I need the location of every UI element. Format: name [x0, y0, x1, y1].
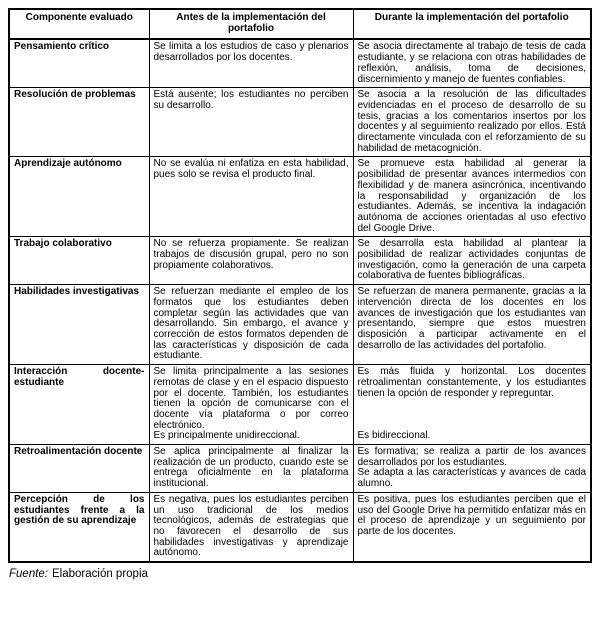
before-cell [149, 157, 353, 237]
cell-paragraph: Se aplica principalmente al finalizar la realización de un producto, cuando este se entrega oficialmente en la plataforma institucional. [153, 446, 349, 490]
cell-paragraph: Es negativa, pues los estudiantes perciben un uso tradicional de los medios tecnológicos, además de estrategias que no favorecen el desarrollo de sus habilidades investigativas y aprendizaje autónomo. [153, 493, 349, 559]
table-row [9, 39, 591, 87]
table-row [9, 365, 591, 445]
during-cell [353, 39, 591, 87]
cell-paragraph: Está ausente; los estudiantes no perciben su desarrollo. [153, 89, 349, 111]
before-cell [149, 365, 353, 445]
component-cell: Aprendizaje autónomo [9, 157, 149, 237]
component-cell: Retroalimentación docente [9, 445, 149, 493]
table-row [9, 492, 591, 562]
column-header: Componente evaluado [9, 9, 149, 39]
before-cell [149, 237, 353, 285]
cell-paragraph [358, 410, 587, 421]
table-row [9, 88, 591, 157]
comparison-table [8, 8, 592, 563]
table-row [9, 157, 591, 237]
source-text: Elaboración propia [52, 568, 148, 581]
table-row [9, 237, 591, 285]
cell-paragraph: No se refuerza propiamente. Se realizan trabajos de discusión grupal, pero no son propiamente colaborativos. [153, 238, 349, 271]
before-cell [149, 492, 353, 562]
cell-paragraph: Se desarrolla esta habilidad al plantear la posibilidad de realizar actividades conjuntas de investigación, como la generación de una carpeta colaborativa de fuentes bibliográficas. [357, 238, 586, 282]
cell-paragraph: Es principalmente unidireccional. [153, 430, 300, 442]
before-cell [149, 39, 353, 87]
cell-paragraph: Se refuerzan de manera permanente, gracias a la intervención directa de los docentes en los avances de investigación que los estudiantes van presentando, siempre que estos muestren disposición a participar activamente en el desarrollo de las actividades del portafolio. [357, 286, 586, 351]
component-cell: Interacción docente-estudiante [9, 365, 149, 445]
cell-paragraph: Se refuerzan mediante el empleo de los formatos que los estudiantes deben completar según las actividades que van desarrollando. Sin embargo, el avance y corrección de estos formatos dependen de las características y disposición de cada estudiante. [153, 286, 349, 362]
cell-paragraph: Es formativa; se realiza a partir de los avances desarrollados por los estudiantes. [357, 446, 586, 468]
during-cell [353, 88, 591, 157]
during-cell [353, 157, 591, 237]
cell-paragraph: Es más fluida y horizontal. Los docentes retroalimentan constantemente, y los estudiantes tienen la opción de responder y repreguntar. [357, 366, 586, 399]
component-cell: Pensamiento crítico [9, 39, 149, 87]
before-cell [149, 445, 353, 493]
table-row [9, 445, 591, 493]
during-cell [353, 365, 591, 445]
cell-paragraph: Se asocia directamente al trabajo de tesis de cada estudiante, y se relaciona con otras habilidades de reflexión, análisis, toma de decisiones, discernimiento y manejo de fuentes confiables. [357, 41, 586, 85]
before-cell [149, 285, 353, 365]
table-row [9, 285, 591, 365]
during-cell [353, 237, 591, 285]
during-cell [353, 445, 591, 493]
source-note [9, 567, 592, 581]
component-cell: Percepción de los estudiantes frente a la gestión de su aprendizaje [9, 492, 149, 562]
column-header: Durante la implementación del portafolio [353, 9, 591, 39]
table-body [9, 39, 591, 562]
component-cell: Resolución de problemas [9, 88, 149, 157]
component-cell: Trabajo colaborativo [9, 237, 149, 285]
cell-paragraph: Se limita a los estudios de caso y plenarios desarrollados por los docentes. [153, 41, 349, 64]
cell-paragraph [358, 399, 587, 410]
source-label: Fuente: [9, 568, 48, 581]
cell-paragraph: Se asocia a la resolución de las dificultades evidenciadas en el proceso de desarrollo de su tesis, gracias a los comentarios insertos por los docentes y al seguimiento realizado por ellos. Está directamente vinculada con el reforzamiento de su habilidad de metacognición. [357, 89, 586, 154]
component-cell: Habilidades investigativas [9, 285, 149, 365]
cell-paragraph: Es bidireccional. [357, 430, 431, 442]
before-cell [149, 88, 353, 157]
during-cell [353, 285, 591, 365]
table-header [9, 9, 591, 39]
cell-paragraph: Se promueve esta habilidad al generar la posibilidad de presentar avances intermedios con flexibilidad y de manera asincrónica, incentivando la responsabilidad y organización de los estudiantes. Además, se incentiva la indagación autónoma de acciones orientadas al uso efectivo del Google Drive. [357, 158, 586, 234]
cell-paragraph: Es positiva, pues los estudiantes perciben que el uso del Google Drive ha permitido enfatizar más en el proceso de aprendizaje y un seguimiento por parte de los docentes. [357, 493, 586, 537]
during-cell [353, 492, 591, 562]
cell-paragraph: No se evalúa ni enfatiza en esta habilidad, pues solo se revisa el producto final. [153, 158, 349, 181]
column-header: Antes de la implementación del portafolio [149, 9, 353, 39]
cell-paragraph: Se adapta a las características y avances de cada alumno. [357, 467, 586, 490]
header-row [9, 9, 591, 39]
cell-paragraph: Se limita principalmente a las sesiones remotas de clase y en el espacio dispuesto por el docente. También, los estudiantes tienen la opción de comunicarse con el docente vía plataforma o por correo electrónico. [153, 366, 349, 431]
